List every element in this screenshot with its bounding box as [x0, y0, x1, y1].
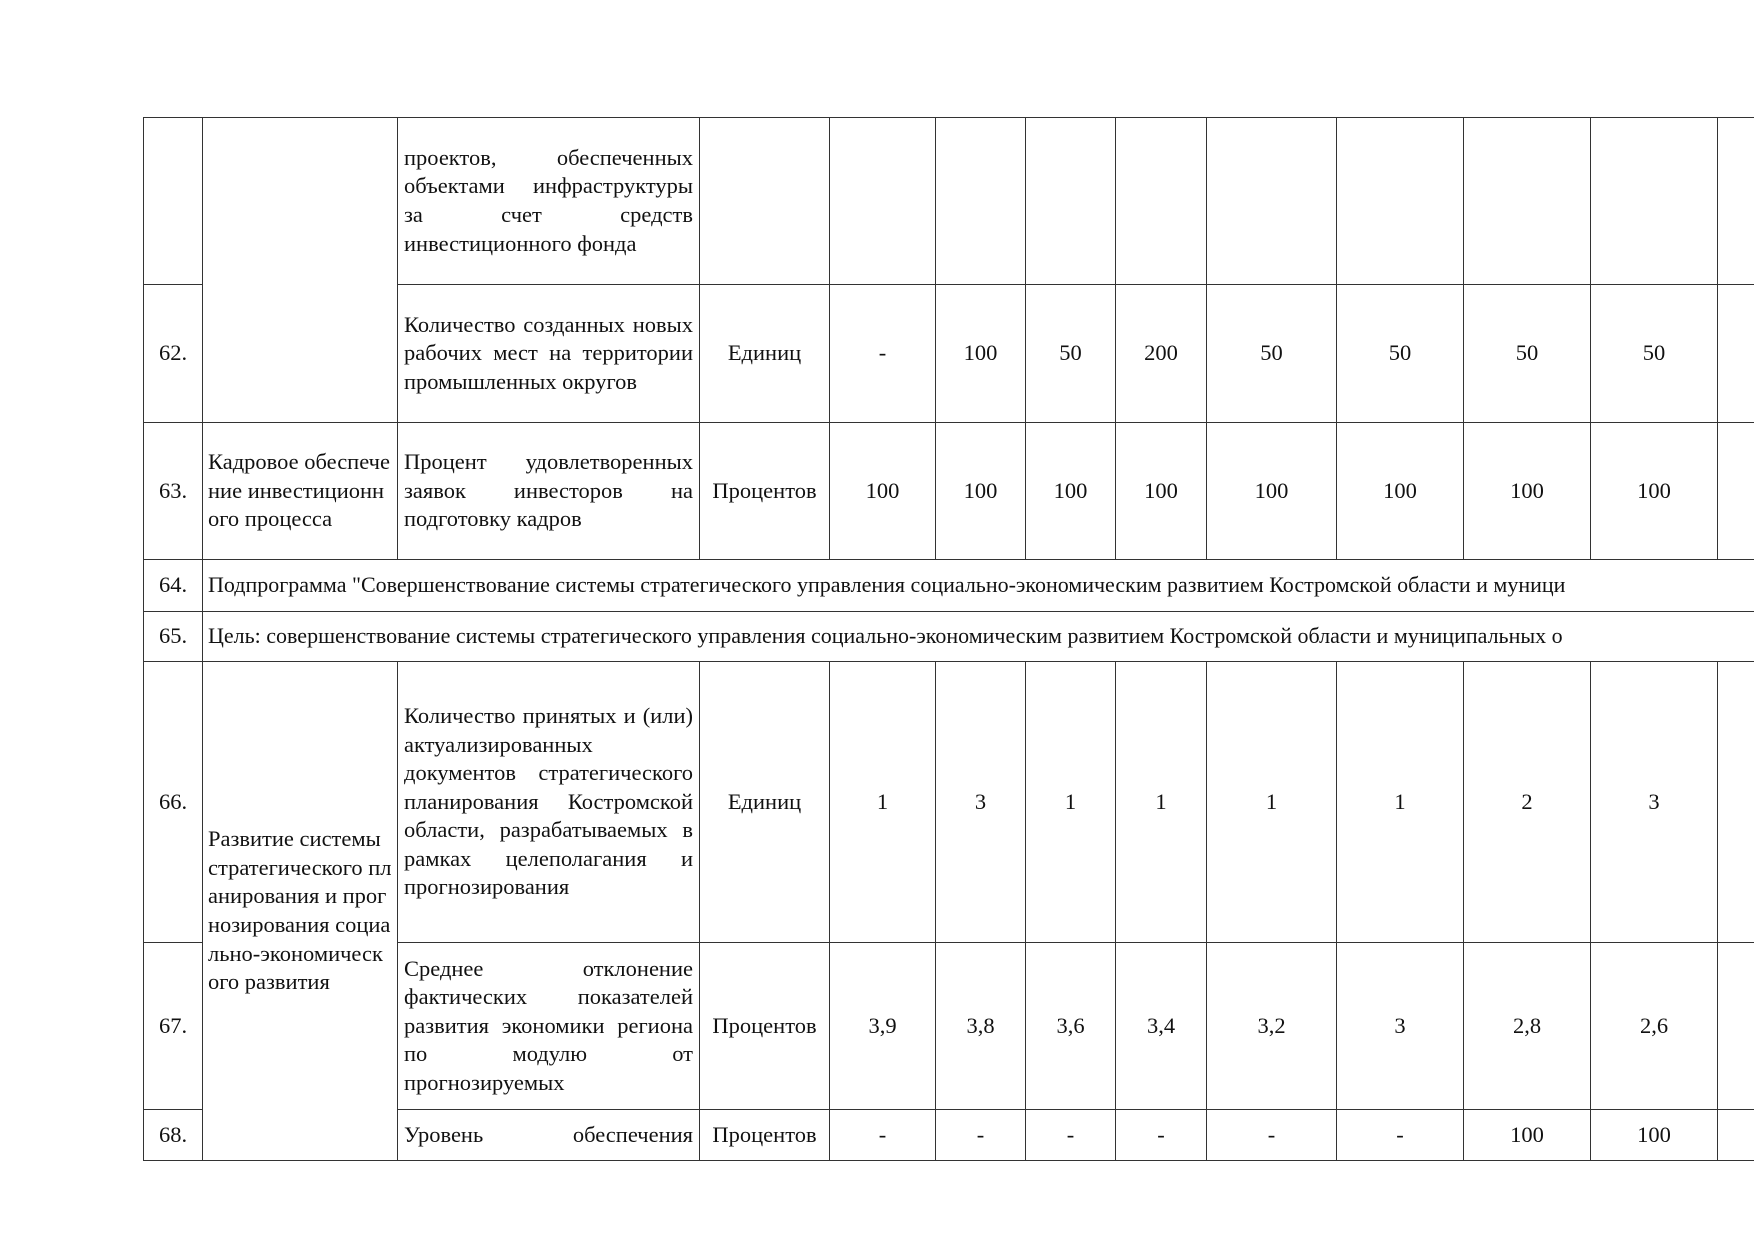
indicator-cell: Процент удовлетворенных заявок инвесторов на подготовку кадров [398, 423, 700, 560]
row-number: 64. [144, 560, 203, 612]
row-number: 67. [144, 943, 203, 1110]
value-cell: 50 [1337, 285, 1464, 423]
value-cell: 100 [1591, 1110, 1718, 1161]
value-cell: 100 [1464, 1110, 1591, 1161]
row-number: 68. [144, 1110, 203, 1161]
indicators-table [143, 117, 1754, 1161]
edge-cell [1718, 118, 1754, 285]
row-number: 63. [144, 423, 203, 560]
edge-cell [1718, 943, 1754, 1110]
indicator-cell: Количество созданных новых рабочих мест на территории промышленных округов [398, 285, 700, 423]
value-cell: 1 [830, 662, 936, 943]
goal-row [144, 612, 1754, 662]
value-cell: 100 [1026, 423, 1116, 560]
row-number: 66. [144, 662, 203, 943]
value-cell: 50 [1591, 285, 1718, 423]
value-cell: - [830, 1110, 936, 1161]
value-cell [1591, 118, 1718, 285]
indicator-cell: Среднее отклонение фактических показателей развития экономики региона по модулю от прогнозируемых [398, 943, 700, 1110]
edge-cell [1718, 1110, 1754, 1161]
value-cell: - [1116, 1110, 1207, 1161]
row-number [144, 118, 203, 285]
value-cell: 3,8 [936, 943, 1026, 1110]
value-cell [1337, 118, 1464, 285]
value-cell [1207, 118, 1337, 285]
value-cell [936, 118, 1026, 285]
value-cell [1464, 118, 1591, 285]
value-cell: 3 [936, 662, 1026, 943]
value-cell: 100 [1207, 423, 1337, 560]
edge-cell [1718, 423, 1754, 560]
value-cell: 100 [1591, 423, 1718, 560]
row-number: 65. [144, 612, 203, 662]
value-cell: 1 [1207, 662, 1337, 943]
value-cell: 2,8 [1464, 943, 1591, 1110]
value-cell: - [1207, 1110, 1337, 1161]
value-cell: 100 [1464, 423, 1591, 560]
edge-cell [1718, 285, 1754, 423]
indicator-cell: Количество принятых и (или) актуализированных документов стратегического планирования Костромской области, разрабатываемых в рамках целеполагания и прогнозирования [398, 662, 700, 943]
value-cell: 1 [1337, 662, 1464, 943]
value-cell: 100 [936, 285, 1026, 423]
value-cell: 3,2 [1207, 943, 1337, 1110]
value-cell: 100 [936, 423, 1026, 560]
value-cell: - [936, 1110, 1026, 1161]
unit-cell: Процентов [700, 1110, 830, 1161]
indicator-cell: проектов, обеспеченных объектами инфраструктуры за счет средств инвестиционного фонда [398, 118, 700, 285]
value-cell: 100 [830, 423, 936, 560]
row-number: 62. [144, 285, 203, 423]
table-row [144, 662, 1754, 943]
table-row [144, 423, 1754, 560]
value-cell: 50 [1026, 285, 1116, 423]
indicator-cell: Уровень обеспечения [398, 1110, 700, 1161]
value-cell: 3,9 [830, 943, 936, 1110]
value-cell: 3 [1337, 943, 1464, 1110]
value-cell: 1 [1116, 662, 1207, 943]
value-cell: 3,4 [1116, 943, 1207, 1110]
value-cell: 100 [1337, 423, 1464, 560]
value-cell: 200 [1116, 285, 1207, 423]
unit-cell [700, 118, 830, 285]
value-cell: - [830, 285, 936, 423]
value-cell: - [1026, 1110, 1116, 1161]
value-cell: 2,6 [1591, 943, 1718, 1110]
value-cell: 3,6 [1026, 943, 1116, 1110]
table-row [144, 118, 1754, 285]
value-cell: 3 [1591, 662, 1718, 943]
edge-cell [1718, 662, 1754, 943]
task-cell: Кадровое обеспечение инвестиционного процесса [203, 423, 398, 560]
unit-cell: Процентов [700, 423, 830, 560]
value-cell: 2 [1464, 662, 1591, 943]
value-cell [1116, 118, 1207, 285]
value-cell: 50 [1464, 285, 1591, 423]
subprogram-title: Подпрограмма "Совершенствование системы стратегического управления социально-экономическим развитием Костромской области и муници [203, 560, 1754, 612]
value-cell: 1 [1026, 662, 1116, 943]
value-cell [1026, 118, 1116, 285]
value-cell [830, 118, 936, 285]
unit-cell: Процентов [700, 943, 830, 1110]
value-cell: 50 [1207, 285, 1337, 423]
unit-cell: Единиц [700, 662, 830, 943]
unit-cell: Единиц [700, 285, 830, 423]
task-cell: Развитие системы стратегического планирования и прогнозирования социально-экономического развития [203, 662, 398, 1161]
value-cell: - [1337, 1110, 1464, 1161]
task-cell [203, 118, 398, 423]
subprogram-row [144, 560, 1754, 612]
goal-text: Цель: совершенствование системы стратегического управления социально-экономическим развитием Костромской области и муниципальных о [203, 612, 1754, 662]
value-cell: 100 [1116, 423, 1207, 560]
